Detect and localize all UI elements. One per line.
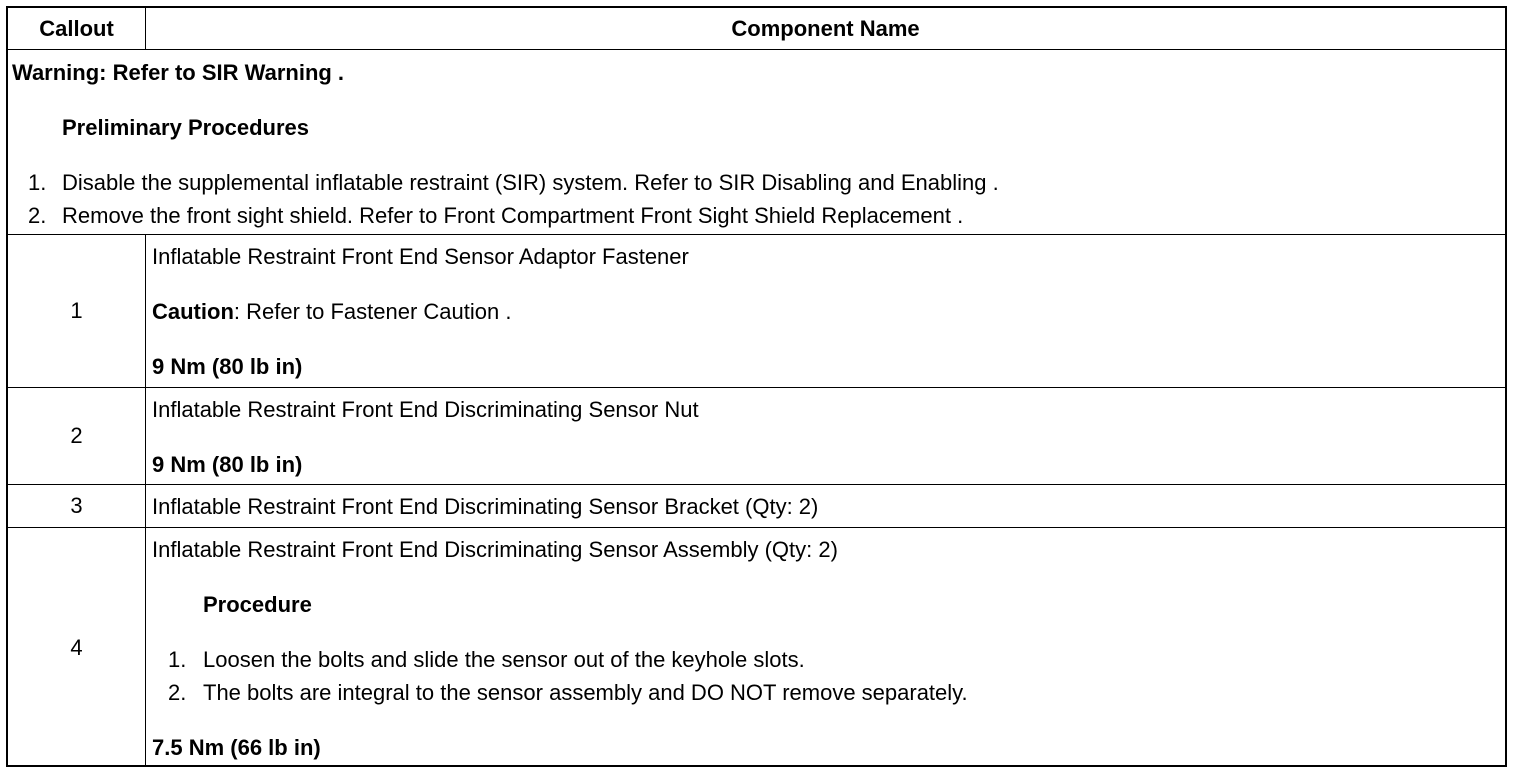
table-row	[8, 485, 1505, 528]
component-cell	[146, 235, 1505, 387]
callout-cell	[8, 388, 146, 484]
preliminary-step-text: Disable the supplemental inflatable restraint (SIR) system. Refer to SIR Disabling and Enabling .	[62, 170, 999, 195]
torque-spec: 9 Nm (80 lb in)	[152, 354, 303, 379]
callout-cell	[8, 485, 146, 527]
component-table	[6, 6, 1507, 767]
caution-label: Caution	[152, 299, 234, 324]
callout-number: 1	[70, 298, 83, 323]
caution-body: : Refer to Fastener Caution .	[233, 299, 512, 324]
component-cell	[146, 528, 1505, 767]
preamble-row	[8, 50, 1505, 235]
callout-number: 3	[70, 493, 83, 518]
table-row	[8, 388, 1505, 485]
callout-number: 4	[70, 634, 83, 660]
component-name: Inflatable Restraint Front End Discriminating Sensor Assembly (Qty: 2)	[152, 537, 838, 562]
warning-label: Warning:	[12, 60, 107, 85]
caution-text	[152, 299, 511, 325]
preliminary-step-number: 1.	[28, 170, 47, 195]
procedure-title: Procedure	[203, 592, 312, 617]
callout-cell	[8, 528, 146, 767]
preliminary-procedures-title: Preliminary Procedures	[62, 115, 310, 140]
table-row	[8, 528, 1505, 767]
component-name: Inflatable Restraint Front End Discriminating Sensor Bracket (Qty: 2)	[152, 494, 819, 519]
component-header-label: Component Name	[731, 15, 920, 41]
component-name: Inflatable Restraint Front End Sensor Adaptor Fastener	[152, 244, 689, 269]
preliminary-step-text: Remove the front sight shield. Refer to Front Compartment Front Sight Shield Replacement .	[62, 203, 964, 228]
component-header	[146, 8, 1505, 49]
component-cell	[146, 485, 1505, 527]
component-cell	[146, 388, 1505, 484]
warning-body: Refer to SIR Warning .	[112, 60, 345, 85]
torque-spec: 7.5 Nm (66 lb in)	[152, 735, 321, 760]
procedure-step-text: The bolts are integral to the sensor assembly and DO NOT remove separately.	[203, 680, 968, 705]
callout-cell	[8, 235, 146, 387]
torque-spec: 9 Nm (80 lb in)	[152, 452, 303, 477]
callout-header	[8, 8, 146, 49]
callout-header-label: Callout	[39, 15, 114, 41]
preliminary-step-number: 2.	[28, 203, 47, 228]
table-row	[8, 235, 1505, 388]
procedure-step-number: 1.	[168, 647, 187, 672]
component-name: Inflatable Restraint Front End Discriminating Sensor Nut	[152, 397, 699, 422]
procedure-step-number: 2.	[168, 680, 187, 705]
warning-text	[12, 60, 344, 86]
procedure-step-text: Loosen the bolts and slide the sensor out of the keyhole slots.	[203, 647, 805, 672]
table-header	[8, 8, 1505, 50]
callout-number: 2	[70, 423, 83, 448]
